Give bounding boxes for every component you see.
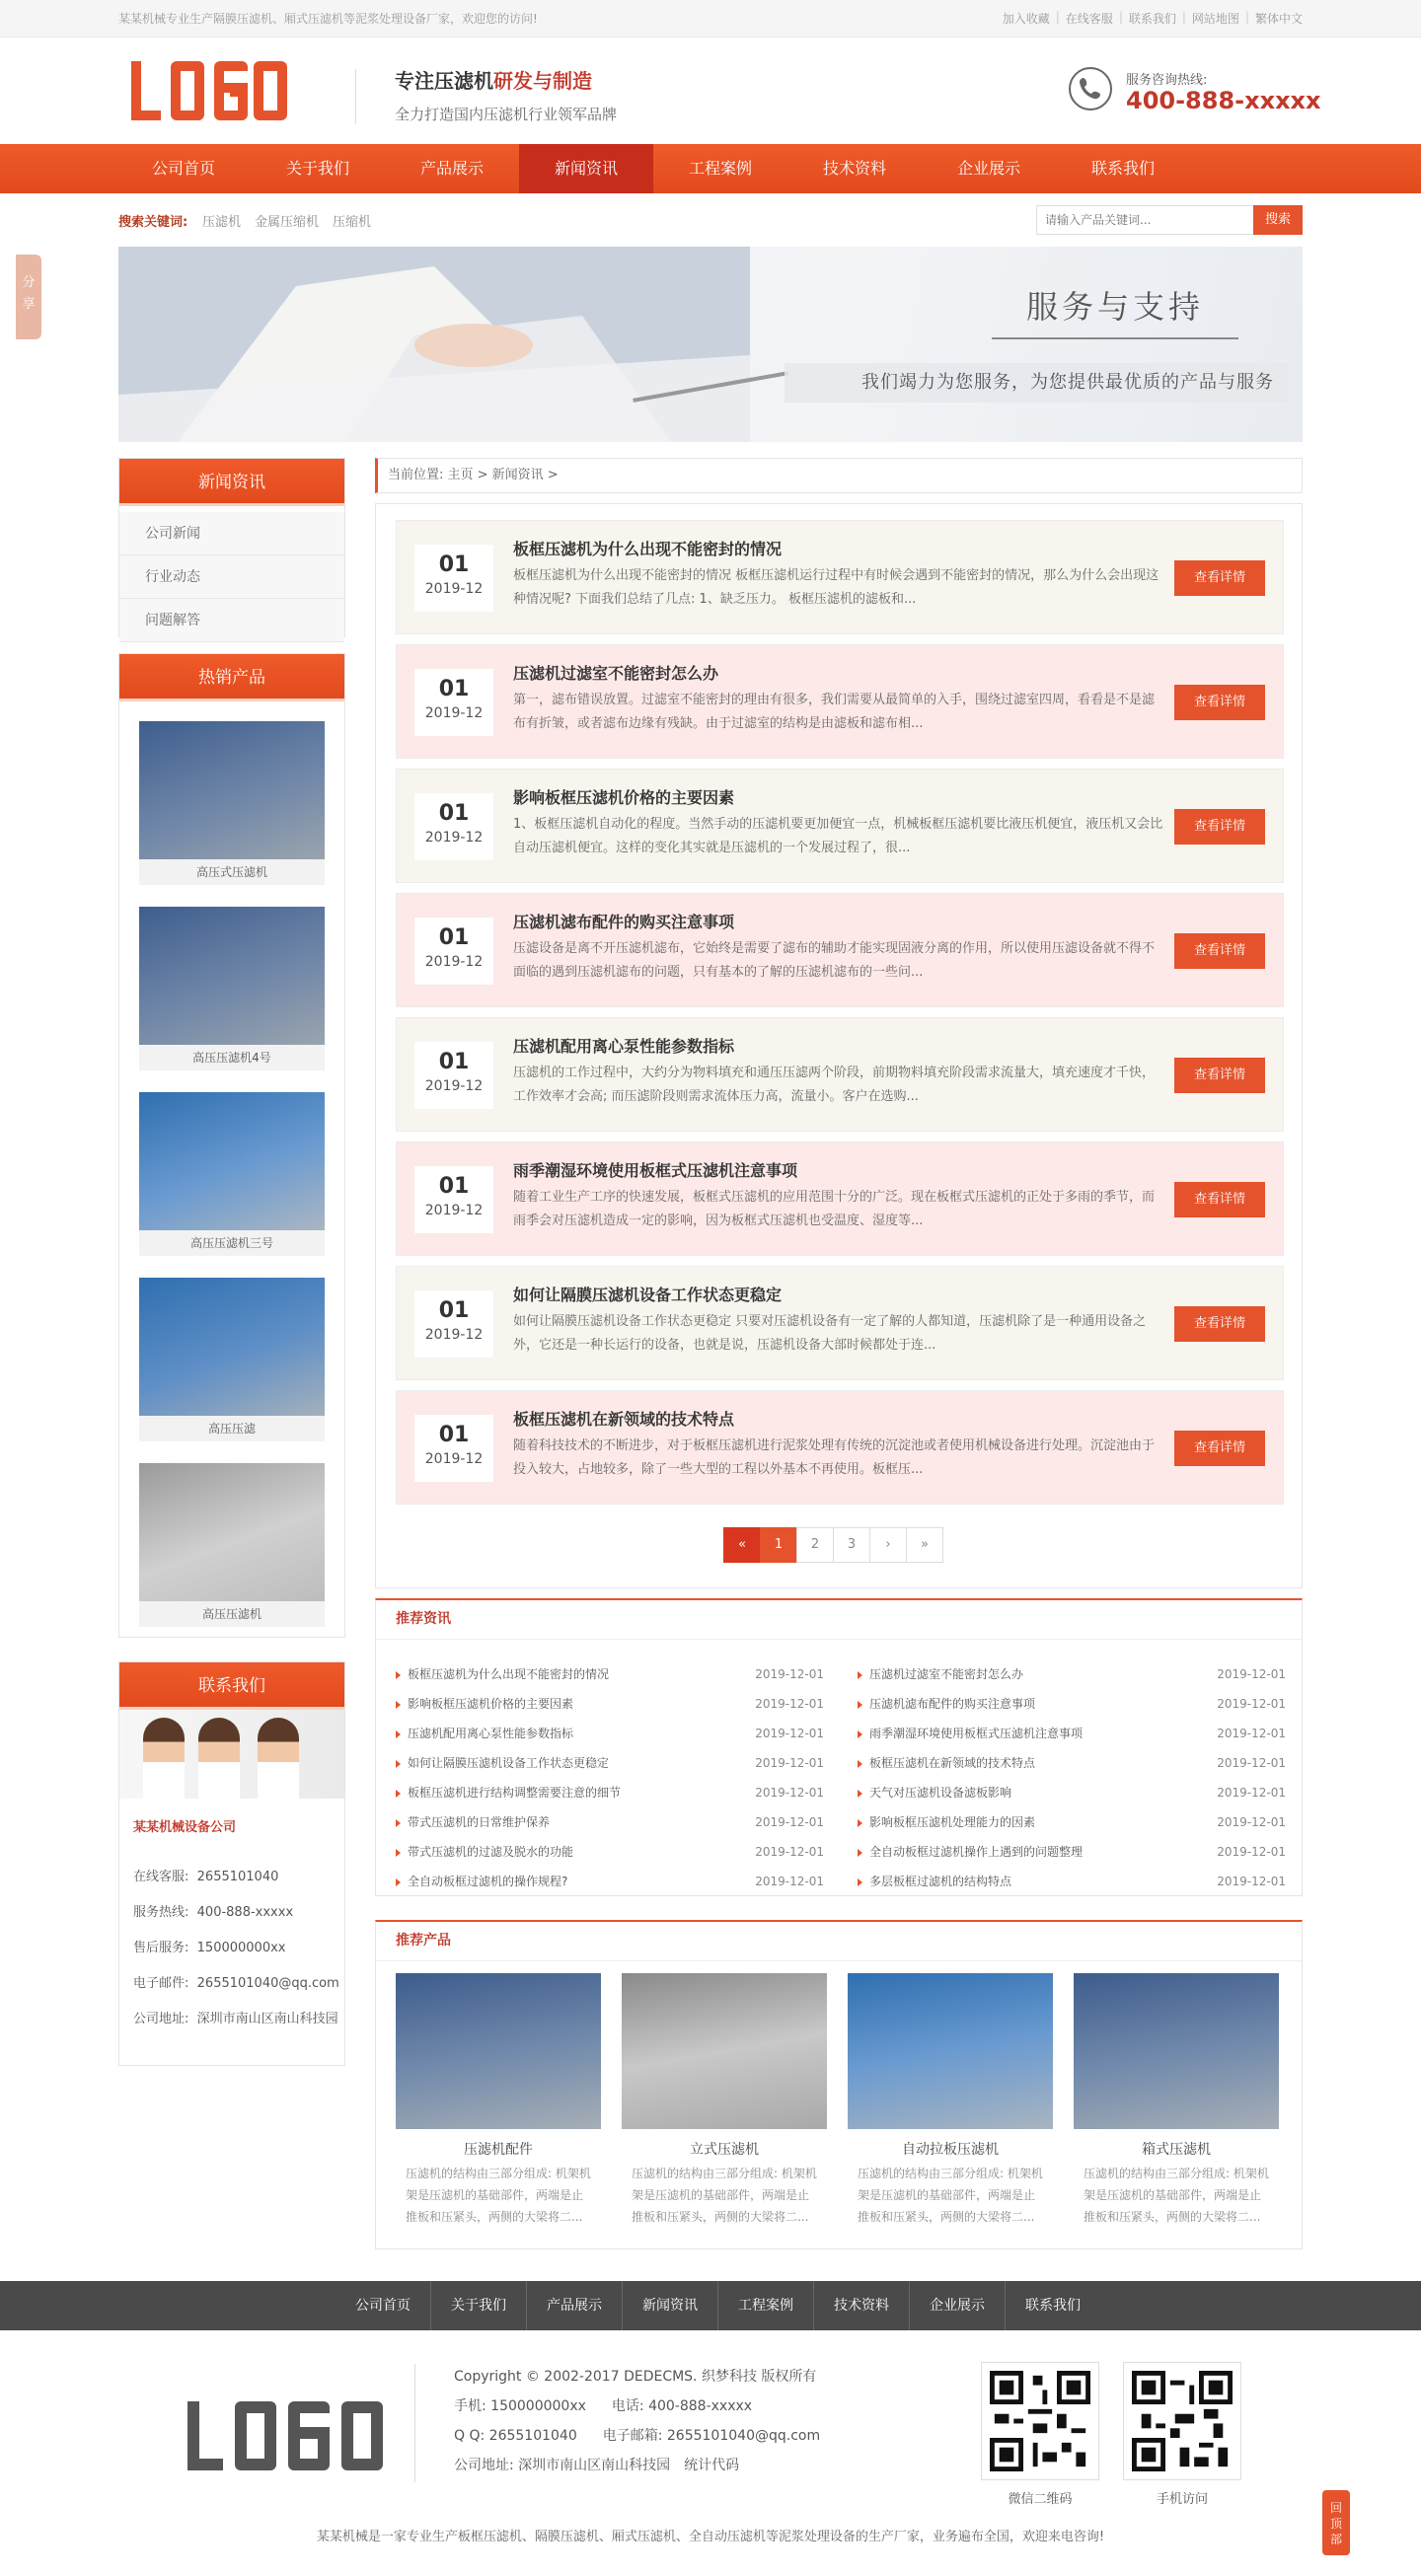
recommend-products (375, 1920, 1303, 2249)
product-card[interactable] (1074, 1973, 1279, 2230)
product-thumb[interactable] (139, 721, 325, 859)
product-image[interactable] (622, 1973, 827, 2129)
hotline-label: 服务咨询热线: (1126, 73, 1208, 88)
contact-row: 售后服务: 150000000xx (133, 1941, 286, 1955)
product-image[interactable] (1074, 1973, 1279, 2129)
news-title[interactable]: 影响板框压滤机价格的主要因素 (513, 788, 735, 807)
list-item[interactable]: 全自动板框过滤机操作上遇到的问题整理 2019-12-01 (858, 1837, 1292, 1867)
page-2-button[interactable]: 2 (796, 1527, 834, 1563)
news-excerpt: 随着工业生产工序的快速发展，板框式压滤机的应用范围十分的广泛。现在板框式压滤机的正处于多雨的季节，而雨季会对压滤机造成一定的影响，因为板框式压滤机也受温度、湿度等... (513, 1190, 1156, 1228)
product-card[interactable] (848, 1973, 1053, 2230)
nav-news[interactable]: 新闻资讯 (519, 144, 653, 193)
list-item[interactable]: 影响板框压滤机处理能力的因素 2019-12-01 (858, 1807, 1292, 1837)
news-excerpt: 压滤机的工作过程中，大约分为物料填充和通压压滤两个阶段，前期物料填充阶段需求流量大，填充速度才千快，工作效率才会高; 而压滤阶段则需求流体压力高，流量小。客户在选购... (513, 1066, 1156, 1104)
keyword-link[interactable]: 压缩机 (333, 215, 372, 230)
news-date: 01 2019-12 (414, 918, 493, 985)
list-item[interactable]: 板框压滤机进行结构调整需要注意的细节 2019-12-01 (396, 1778, 830, 1807)
page-last-button[interactable]: » (906, 1527, 943, 1563)
news-item[interactable] (396, 893, 1284, 1007)
news-list (375, 503, 1303, 1588)
product-caption[interactable]: 高压压滤 (139, 1416, 325, 1441)
product-thumb[interactable] (139, 1278, 325, 1416)
recommend-products-title: 推荐产品 (376, 1922, 1302, 1961)
news-title[interactable]: 压滤机过滤室不能密封怎么办 (513, 664, 719, 683)
top-links: 加入收藏 | 在线客服 | 联系我们 | 网站地图 | 繁体中文 (1002, 10, 1303, 26)
product-name[interactable]: 立式压滤机 (690, 2142, 759, 2158)
page-3-button[interactable]: 3 (833, 1527, 870, 1563)
keyword-link[interactable]: 压滤机 (202, 215, 242, 230)
news-excerpt: 如何让隔膜压滤机设备工作状态更稳定 只要对压滤机设备有一定了解的人都知道，压滤机除了是一种通用设备之外，它还是一种长运行的设备，也就是说，压滤机设备大部时候都处于连... (513, 1314, 1147, 1353)
top-link-favorite[interactable]: 加入收藏 (1002, 12, 1050, 26)
news-item[interactable] (396, 769, 1284, 883)
product-desc: 压滤机的结构由三部分组成: 机架机架是压滤机的基础部件，两端是止推板和压紧头，两侧的大梁将二... (1084, 2167, 1269, 2224)
company-name: 某某机械设备公司 (133, 1820, 237, 1835)
contact-row: 公司地址: 深圳市南山区南山科技园 (133, 2012, 338, 2026)
banner-image (118, 247, 1303, 442)
news-more-button[interactable]: 查看详情 (1174, 809, 1265, 845)
recommend-news (375, 1598, 1303, 1896)
news-excerpt: 压滤设备是离不开压滤机滤布，它始终是需要了滤布的辅助才能实现固液分离的作用，所以使用压滤设备就不得不面临的遇到压滤机滤布的问题，只有基本的了解的压滤机滤布的一些问... (513, 941, 1156, 980)
footer-nav-products[interactable]: 产品展示 (527, 2281, 623, 2330)
news-title[interactable]: 压滤机配用离心泵性能参数指标 (513, 1037, 735, 1056)
qr2-label: 手机访问 (1156, 2492, 1208, 2507)
footer-nav (0, 2281, 1421, 2330)
news-title[interactable]: 如何让隔膜压滤机设备工作状态更稳定 (513, 1286, 783, 1304)
banner-divider (992, 337, 1238, 339)
sidebar-item-faq[interactable]: 问题解答 (119, 599, 344, 642)
product-card[interactable] (396, 1973, 601, 2230)
search-keywords (202, 211, 371, 230)
footer-nav-tech[interactable]: 技术资料 (814, 2281, 910, 2330)
nav-about[interactable]: 关于我们 (285, 159, 349, 178)
search-row (118, 205, 1303, 233)
top-link-contact[interactable]: 联系我们 (1128, 12, 1176, 26)
product-caption[interactable]: 高压压滤机三号 (139, 1230, 325, 1256)
product-image[interactable] (848, 1973, 1053, 2129)
nav-home[interactable]: 公司首页 (151, 159, 215, 178)
mobile-qr (1123, 2362, 1241, 2507)
product-desc: 压滤机的结构由三部分组成: 机架机架是压滤机的基础部件，两端是止推板和压紧头，两侧的大梁将二... (406, 2167, 591, 2224)
page-banner (118, 247, 1303, 442)
nav-tech[interactable]: 技术资料 (822, 159, 886, 178)
pagination (724, 1527, 943, 1563)
qr-code-icon (1123, 2362, 1241, 2480)
keyword-link[interactable]: 金属压缩机 (255, 215, 320, 230)
news-date: 01 2019-12 (414, 1166, 493, 1233)
sidebar-item-industry[interactable]: 行业动态 (119, 555, 344, 599)
product-name[interactable]: 压滤机配件 (464, 2142, 533, 2158)
sidebar-contact-title: 联系我们 (119, 1662, 344, 1710)
contact-row: 在线客服: 2655101040 (133, 1870, 279, 1884)
news-item[interactable] (396, 1390, 1284, 1505)
page-1-button[interactable]: 1 (760, 1527, 797, 1563)
product-caption[interactable]: 高压压滤机4号 (139, 1045, 325, 1070)
product-name[interactable]: 箱式压滤机 (1142, 2142, 1211, 2158)
list-item[interactable]: 板框压滤机为什么出现不能密封的情况 2019-12-01 (396, 1659, 830, 1689)
top-link-sitemap[interactable]: 网站地图 (1191, 12, 1239, 26)
main-nav (0, 144, 1421, 193)
top-link-traditional[interactable]: 繁体中文 (1254, 12, 1303, 26)
sidebar-news (118, 458, 345, 637)
welcome-text: 某某机械专业生产隔膜压滤机、厢式压滤机等泥浆处理设备厂家，欢迎您的访问! (118, 12, 538, 26)
list-item[interactable]: 天气对压滤机设备滤板影响 2019-12-01 (858, 1778, 1292, 1807)
nav-contact[interactable]: 联系我们 (1090, 159, 1155, 178)
list-item[interactable]: 压滤机滤布配件的购买注意事项 2019-12-01 (858, 1689, 1292, 1719)
product-desc: 压滤机的结构由三部分组成: 机架机架是压滤机的基础部件，两端是止推板和压紧头，两侧的大梁将二... (858, 2167, 1043, 2224)
footer-address: 公司地址: 深圳市南山区南山科技园 (454, 2458, 671, 2473)
list-item[interactable]: 全自动板框过滤机的操作规程? 2019-12-01 (396, 1867, 830, 1896)
product-name[interactable]: 自动拉板压滤机 (902, 2142, 999, 2158)
footer-nav-about[interactable]: 关于我们 (431, 2281, 527, 2330)
contact-row: 服务热线: 400-888-xxxxx (133, 1905, 294, 1920)
news-item[interactable] (396, 520, 1284, 634)
sidebar-news-title: 新闻资讯 (119, 459, 344, 506)
hotline-number: 400-888-xxxxx (1126, 87, 1321, 114)
footer-divider (414, 2364, 415, 2482)
banner-title: 服务与支持 (1026, 288, 1205, 326)
footer-info (454, 2362, 820, 2480)
footer-copyright: Copyright © 2002-2017 DEDECMS. 织梦科技 版权所有 (454, 2369, 817, 2385)
header-slogan (395, 65, 617, 124)
news-title[interactable]: 板框压滤机为什么出现不能密封的情况 (513, 540, 783, 558)
news-date: 01 2019-12 (414, 1415, 493, 1482)
news-title[interactable]: 雨季潮湿环境使用板框式压滤机注意事项 (513, 1161, 798, 1180)
qr-code-icon (981, 2362, 1099, 2480)
news-item[interactable] (396, 1141, 1284, 1256)
sidebar-hot-products (118, 653, 345, 1638)
footer-nav-home[interactable]: 公司首页 (336, 2281, 431, 2330)
footer-email: 电子邮箱: 2655101040@qq.com (602, 2428, 821, 2444)
nav-showcase[interactable]: 企业展示 (956, 159, 1020, 178)
slogan-subtitle: 全力打造国内压滤机行业领军品牌 (395, 106, 618, 123)
nav-cases[interactable]: 工程案例 (688, 159, 752, 178)
list-item[interactable]: 影响板框压滤机价格的主要因素 2019-12-01 (396, 1689, 830, 1719)
footer-nav-showcase[interactable]: 企业展示 (910, 2281, 1006, 2330)
product-caption[interactable]: 高压式压滤机 (139, 859, 325, 885)
news-more-button[interactable]: 查看详情 (1174, 685, 1265, 720)
page-next-button[interactable]: › (869, 1527, 907, 1563)
sidebar-contact (118, 1661, 345, 2066)
news-item[interactable] (396, 644, 1284, 759)
sidebar-hot-title: 热销产品 (119, 654, 344, 701)
footer-qq: Q Q: 2655101040 (454, 2428, 577, 2444)
footer-bottom-text: 某某机械是一家专业生产板框压滤机、隔膜压滤机、厢式压滤机、全自动压滤机等泥浆处理设备的生产厂家，业务遍布全国，欢迎来电咨询! (316, 2530, 1105, 2544)
news-item[interactable] (396, 1266, 1284, 1380)
news-excerpt: 板框压滤机为什么出现不能密封的情况 板框压滤机运行过程中有时候会遇到不能密封的情况，那么为什么会出现这种情况呢? 下面我们总结了几点: 1、缺乏压力。 板框压滤机的滤板和... (513, 568, 1159, 607)
back-to-top-button[interactable] (1322, 2490, 1350, 2555)
news-more-button[interactable]: 查看详情 (1174, 1182, 1265, 1217)
footer-stats[interactable]: 统计代码 (684, 2458, 740, 2473)
footer-nav-contact[interactable]: 联系我们 (1025, 2298, 1081, 2314)
product-image[interactable] (396, 1973, 601, 2129)
contact-list (133, 1810, 339, 2037)
product-card[interactable] (622, 1973, 827, 2230)
search-input[interactable] (1036, 205, 1273, 235)
list-item[interactable]: 多层板框过滤机的结构特点 2019-12-01 (858, 1867, 1292, 1896)
footer-logo[interactable] (187, 2395, 385, 2474)
news-more-button[interactable]: 查看详情 (1174, 560, 1265, 596)
news-more-button[interactable]: 查看详情 (1174, 1306, 1265, 1342)
news-date: 01 2019-12 (414, 1042, 493, 1109)
site-logo[interactable] (131, 57, 289, 124)
news-date: 01 2019-12 (414, 1290, 493, 1358)
news-more-button[interactable]: 查看详情 (1174, 1058, 1265, 1093)
list-item[interactable]: 带式压滤机的日常维护保养 2019-12-01 (396, 1807, 830, 1837)
footer-mobile: 手机: 150000000xx (454, 2398, 586, 2414)
footer-nav-news[interactable]: 新闻资讯 (623, 2281, 718, 2330)
news-excerpt: 第一，滤布错误放置。过滤室不能密封的理由有很多，我们需要从最简单的入手，围绕过滤室四周，看看是不是滤布有折皱，或者滤布边缘有残缺。由于过滤室的结构是由滤板和滤布相... (513, 693, 1156, 731)
news-title[interactable]: 板框压滤机在新领域的技术特点 (513, 1410, 735, 1429)
news-more-button[interactable]: 查看详情 (1174, 1431, 1265, 1466)
recommend-news-right (858, 1659, 1292, 1896)
product-desc: 压滤机的结构由三部分组成: 机架机架是压滤机的基础部件，两端是止推板和压紧头，两侧的大梁将二... (632, 2167, 817, 2224)
footer-tel: 电话: 400-888-xxxxx (611, 2398, 753, 2414)
news-item[interactable] (396, 1017, 1284, 1132)
banner-subtitle: 我们竭力为您服务，为您提供最优质的产品与服务 (785, 363, 1288, 403)
list-item[interactable]: 雨季潮湿环境使用板框式压滤机注意事项 2019-12-01 (858, 1719, 1292, 1748)
news-date: 01 2019-12 (414, 793, 493, 860)
qr1-label: 微信二维码 (1008, 2492, 1073, 2507)
news-date: 01 2019-12 (414, 669, 493, 736)
list-item[interactable]: 压滤机过滤室不能密封怎么办 2019-12-01 (858, 1659, 1292, 1689)
list-item[interactable]: 板框压滤机在新领域的技术特点 2019-12-01 (858, 1748, 1292, 1778)
share-tab[interactable] (16, 255, 41, 339)
product-caption[interactable]: 高压压滤机 (139, 1601, 325, 1627)
news-title[interactable]: 压滤机滤布配件的购买注意事项 (513, 913, 735, 931)
contact-row: 电子邮件: 2655101040@qq.com (133, 1976, 339, 1991)
header-divider (355, 69, 356, 124)
back-to-top-label: 回顶部 (1329, 2501, 1342, 2546)
footer-nav-cases[interactable]: 工程案例 (718, 2281, 814, 2330)
search-keywords-label: 搜索关键词: (118, 215, 188, 230)
nav-products[interactable]: 产品展示 (419, 159, 484, 178)
wechat-qr (981, 2362, 1099, 2507)
phone-icon (1069, 67, 1112, 110)
news-excerpt: 1、板框压滤机自动化的程度。当然手动的压滤机要更加便宜一点，机械板框压滤机要比液压机便宜，液压机又会比自动压滤机便宜。这样的变化其实就是压滤机的一个发展过程了，很... (513, 817, 1163, 855)
recommend-news-left (396, 1659, 830, 1896)
list-item[interactable]: 压滤机配用离心泵性能参数指标 2019-12-01 (396, 1719, 830, 1748)
share-label: 分享 (22, 275, 36, 312)
product-thumb[interactable] (139, 1092, 325, 1230)
product-thumb[interactable] (139, 907, 325, 1045)
page-first-button[interactable]: « (723, 1527, 761, 1563)
news-more-button[interactable]: 查看详情 (1174, 933, 1265, 969)
customer-service-image (119, 1710, 344, 1799)
breadcrumb: 当前位置: 主页 > 新闻资讯 > (375, 458, 1303, 493)
search-button[interactable]: 搜索 (1253, 205, 1303, 235)
news-excerpt: 随着科技技术的不断进步，对于板框压滤机进行泥浆处理有传统的沉淀池或者使用机械设备进行处理。沉淀池由于投入较大，占地较多，除了一些大型的工程以外基本不再使用。板框压... (513, 1438, 1156, 1477)
recommend-news-title: 推荐资讯 (376, 1600, 1302, 1640)
sidebar-item-company-news[interactable]: 公司新闻 (119, 512, 344, 555)
product-thumb[interactable] (139, 1463, 325, 1601)
top-bar (0, 0, 1421, 37)
list-item[interactable]: 如何让隔膜压滤机设备工作状态更稳定 2019-12-01 (396, 1748, 830, 1778)
top-link-service[interactable]: 在线客服 (1065, 12, 1113, 26)
list-item[interactable]: 带式压滤机的过滤及脱水的功能 2019-12-01 (396, 1837, 830, 1867)
slogan-title: 专注压滤机研发与制造 (395, 69, 592, 93)
news-date: 01 2019-12 (414, 545, 493, 612)
